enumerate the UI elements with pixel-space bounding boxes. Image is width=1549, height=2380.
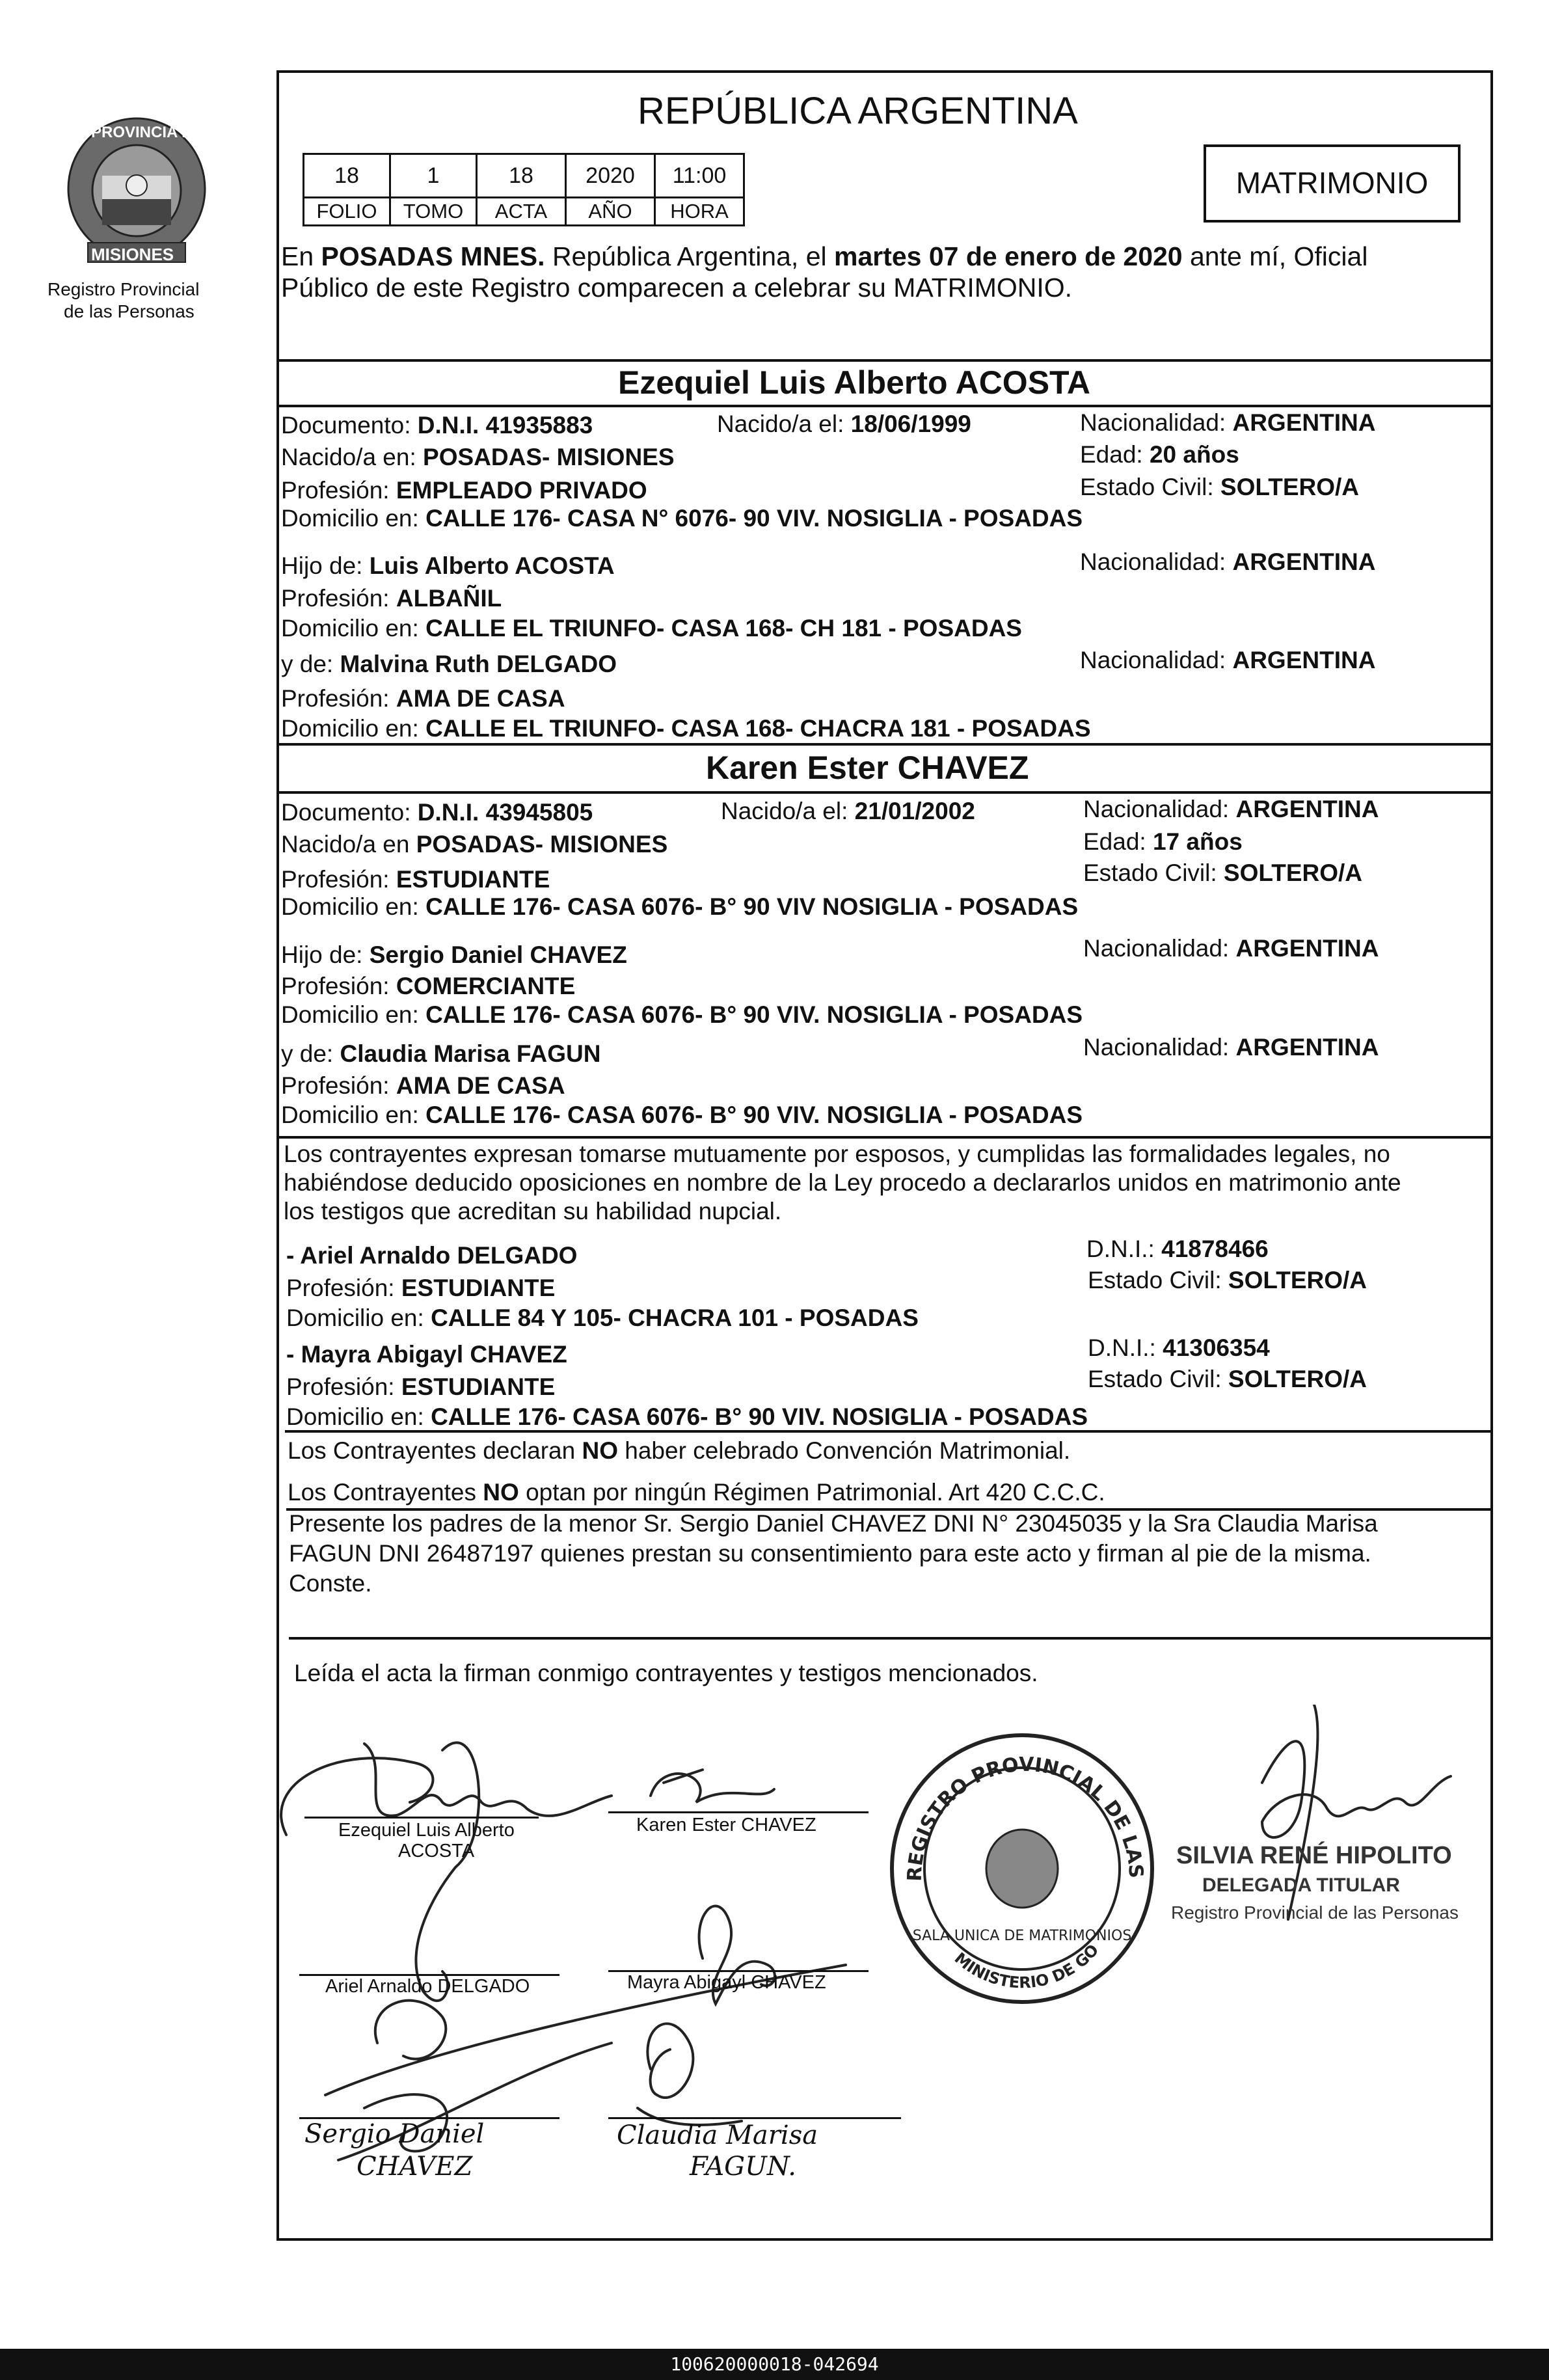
groom-father-prof-label: Profesión: — [281, 585, 396, 612]
bride-prof-label: Profesión: — [281, 866, 396, 893]
groom-born — [717, 410, 971, 439]
hour-label: HORA — [654, 196, 745, 226]
witness2-civil — [1088, 1365, 1367, 1394]
divider-declaration-top — [278, 1136, 1492, 1139]
seal-bottom-text: MINISTERIO DE GO — [950, 1941, 1103, 1992]
bride-mother-addr-label: Domicilio en: — [281, 1102, 426, 1128]
bride-addr-value: CALLE 176- CASA 6076- B° 90 VIV NOSIGLIA - POSADAS — [425, 893, 1079, 920]
witness2-dni-value: 41306354 — [1163, 1334, 1270, 1361]
seal-outer-text: REGISTRO PROVINCIAL DE LAS — [903, 1753, 1148, 1882]
intro-line-1 — [281, 241, 1367, 272]
registry-label-1: Registro Provincial — [47, 279, 200, 299]
groom-mother-addr — [281, 714, 1091, 743]
groom-civil-label: Estado Civil: — [1080, 474, 1220, 500]
bride-mother — [281, 1040, 600, 1068]
groom-mother-prof-value: AMA DE CASA — [396, 685, 565, 712]
witness2-prof-value: ESTUDIANTE — [401, 1373, 556, 1400]
groom-age-value: 20 años — [1149, 441, 1239, 468]
seal-inner-text: SALA UNICA DE MATRIMONIOS — [912, 1928, 1132, 1944]
intro-text-a: En — [281, 241, 321, 271]
divider-groom-top — [276, 359, 1492, 362]
bride-father-prof-label: Profesión: — [281, 973, 396, 999]
convention-a-text2: haber celebrado Convención Matrimonial. — [618, 1437, 1071, 1464]
bride-father — [281, 941, 627, 969]
groom-mother-nat-label: Nacionalidad: — [1080, 647, 1233, 673]
official-title: DELEGADA TITULAR — [1202, 1874, 1400, 1896]
sig1-line — [304, 1817, 539, 1819]
groom-civil — [1080, 473, 1359, 502]
bride-doc-label: Documento: — [281, 799, 418, 826]
witness1-dni-label: D.N.I.: — [1086, 1236, 1162, 1262]
groom-father-nat-label: Nacionalidad: — [1080, 548, 1233, 575]
witness1-prof — [286, 1274, 555, 1303]
witness1-civil-value: SOLTERO/A — [1228, 1267, 1367, 1293]
bride-father-label: Hijo de: — [281, 941, 370, 968]
consent-line-3: Conste. — [289, 1570, 372, 1597]
groom-father-value: Luis Alberto ACOSTA — [369, 552, 615, 579]
bride-mother-nat-value: ARGENTINA — [1235, 1034, 1379, 1061]
groom-doc-value: D.N.I. 41935883 — [417, 412, 593, 439]
bride-addr — [281, 893, 1078, 921]
witness1-name: - Ariel Arnaldo DELGADO — [286, 1242, 578, 1269]
doc-type: MATRIMONIO — [1235, 166, 1429, 200]
groom-nat-value: ARGENTINA — [1232, 409, 1376, 436]
groom-born-label: Nacido/a el: — [717, 411, 851, 437]
groom-father-addr — [281, 614, 1022, 643]
bride-civil-label: Estado Civil: — [1083, 859, 1224, 886]
groom-mother-addr-label: Domicilio en: — [281, 715, 426, 742]
intro-line-2: Público de este Registro comparecen a celebrar su MATRIMONIO. — [281, 273, 1073, 303]
groom-prof-value: EMPLEADO PRIVADO — [396, 477, 647, 504]
bride-father-value: Sergio Daniel CHAVEZ — [369, 941, 627, 968]
groom-father-addr-label: Domicilio en: — [281, 615, 426, 642]
divider-convention-top — [285, 1430, 1492, 1433]
convention-line-2 — [288, 1478, 1105, 1507]
frame-bottom — [276, 2238, 1493, 2241]
groom-place-label: Nacido/a en: — [281, 444, 424, 470]
bride-father-addr-label: Domicilio en: — [281, 1001, 426, 1028]
year-value: 2020 — [565, 153, 656, 198]
hand-claudia-1: Claudia Marisa — [617, 2120, 818, 2150]
witness1-civil-label: Estado Civil: — [1088, 1267, 1228, 1293]
declaration-line-3: los testigos que acreditan su habilidad nupcial. — [284, 1198, 782, 1224]
groom-place-value: POSADAS- MISIONES — [423, 444, 675, 470]
bride-father-prof — [281, 972, 575, 1001]
bride-nat-value: ARGENTINA — [1235, 796, 1379, 822]
bride-name: Karen Ester CHAVEZ — [706, 750, 1029, 786]
logo-ring-bottom: MISIONES — [91, 245, 174, 264]
witness2-dni-label: D.N.I.: — [1088, 1334, 1163, 1361]
groom-mother-prof — [281, 684, 565, 713]
bride-father-prof-value: COMERCIANTE — [396, 973, 576, 999]
bride-age-label: Edad: — [1083, 828, 1153, 855]
country-title: REPÚBLICA ARGENTINA — [638, 90, 1078, 132]
sig2-name: Karen Ester CHAVEZ — [636, 1815, 816, 1835]
bride-mother-value: Claudia Marisa FAGUN — [340, 1040, 601, 1067]
bride-born-value: 21/01/2002 — [854, 798, 975, 824]
footer-bar — [0, 2349, 1549, 2380]
bride-prof — [281, 865, 550, 894]
convention-a-text1: Los Contrayentes declaran — [288, 1437, 582, 1464]
groom-doc-label: Documento: — [281, 412, 418, 439]
witness2-addr-label: Domicilio en: — [286, 1403, 431, 1430]
groom-addr — [281, 504, 1083, 533]
witness1-addr — [286, 1304, 919, 1332]
official-registry: Registro Provincial de las Personas — [1171, 1902, 1459, 1923]
groom-addr-label: Domicilio en: — [281, 505, 426, 532]
groom-mother-value: Malvina Ruth DELGADO — [340, 651, 617, 677]
groom-mother-nat-value: ARGENTINA — [1232, 647, 1376, 673]
tomo-label: TOMO — [389, 196, 478, 226]
bride-father-nat-value: ARGENTINA — [1235, 935, 1379, 962]
signature-bride-icon — [651, 1770, 774, 1802]
groom-nat — [1080, 409, 1375, 437]
sig3-name: Ariel Arnaldo DELGADO — [325, 1976, 530, 1997]
groom-father-prof — [281, 584, 502, 613]
witness2-prof — [286, 1373, 555, 1401]
signature-groom-loop-icon — [416, 1742, 479, 2001]
witness1-addr-label: Domicilio en: — [286, 1305, 431, 1331]
hand-claudia-2: FAGUN. — [690, 2152, 796, 2182]
seal-icon — [882, 1725, 1162, 2012]
acta-label: ACTA — [476, 196, 567, 226]
bride-place-value: POSADAS- MISIONES — [416, 831, 668, 858]
groom-mother-prof-label: Profesión: — [281, 685, 396, 712]
witness1-prof-value: ESTUDIANTE — [401, 1275, 556, 1301]
bride-addr-label: Domicilio en: — [281, 893, 426, 920]
intro-date: martes 07 de enero de 2020 — [834, 241, 1183, 271]
registry-round-seal — [882, 1725, 1162, 2012]
official-name: SILVIA RENÉ HIPOLITO — [1176, 1842, 1452, 1869]
hand-sergio-1: Sergio Daniel — [304, 2119, 485, 2149]
bride-nat-label: Nacionalidad: — [1083, 796, 1236, 822]
bride-doc — [281, 798, 593, 827]
bride-mother-prof-label: Profesión: — [281, 1072, 396, 1099]
consent-line-1: Presente los padres de la menor Sr. Sergio Daniel CHAVEZ DNI N° 23045035 y la Sra Claudia Marisa — [289, 1510, 1378, 1537]
bride-age — [1083, 828, 1243, 856]
sig1-name-1: Ezequiel Luis Alberto — [338, 1820, 515, 1841]
groom-mother-nat — [1080, 646, 1375, 675]
folio-value: 18 — [303, 153, 391, 198]
bride-age-value: 17 años — [1152, 828, 1243, 855]
bride-doc-value: D.N.I. 43945805 — [417, 799, 593, 826]
groom-place — [281, 443, 675, 472]
groom-born-value: 18/06/1999 — [850, 411, 971, 437]
hour-value: 11:00 — [654, 153, 745, 198]
groom-civil-value: SOLTERO/A — [1220, 474, 1360, 500]
divider-bride-name — [276, 791, 1492, 794]
witness2-name: - Mayra Abigayl CHAVEZ — [286, 1341, 567, 1368]
groom-age-label: Edad: — [1080, 441, 1150, 468]
bride-father-nat-label: Nacionalidad: — [1083, 935, 1236, 962]
convention-b-text1: Los Contrayentes — [288, 1479, 483, 1506]
witness2-civil-value: SOLTERO/A — [1228, 1366, 1367, 1392]
groom-addr-value: CALLE 176- CASA N° 6076- 90 VIV. NOSIGLIA - POSADAS — [425, 505, 1083, 532]
doc-type-box — [1204, 144, 1461, 223]
consent-line-2: FAGUN DNI 26487197 quienes prestan su consentimiento para este acto y firman al pie de la misma. — [289, 1540, 1371, 1567]
intro-text-c: ante mí, Oficial — [1182, 241, 1368, 271]
witness1-dni — [1086, 1235, 1269, 1264]
folio-label: FOLIO — [303, 196, 391, 226]
bride-mother-nat — [1083, 1033, 1379, 1062]
signature-claudia-icon — [638, 2023, 742, 2125]
year-label: AÑO — [565, 196, 656, 226]
groom-name: Ezequiel Luis Alberto ACOSTA — [618, 364, 1090, 401]
bride-civil — [1083, 859, 1362, 887]
bride-civil-value: SOLTERO/A — [1223, 859, 1363, 886]
divider-signatures-top — [289, 1637, 1492, 1640]
groom-father-prof-value: ALBAÑIL — [396, 585, 502, 612]
witness1-addr-value: CALLE 84 Y 105- CHACRA 101 - POSADAS — [431, 1305, 919, 1331]
sig6-line — [608, 2117, 901, 2119]
sig1-name-2: ACOSTA — [398, 1841, 475, 1861]
groom-mother — [281, 650, 617, 679]
frame-top — [276, 70, 1492, 73]
convention-b-text2: optan por ningún Régimen Patrimonial. Art 420 C.C.C. — [519, 1479, 1105, 1506]
declaration-line-1: Los contrayentes expresan tomarse mutuamente por esposos, y cumplidas las formalidades legales, no — [284, 1141, 1390, 1167]
witness2-dni — [1088, 1334, 1270, 1362]
groom-prof-label: Profesión: — [281, 477, 396, 504]
bride-born-label: Nacido/a el: — [721, 798, 855, 824]
bride-father-addr — [281, 1001, 1083, 1029]
sig4-name: Mayra Abigayl CHAVEZ — [627, 1972, 826, 1993]
bride-mother-addr — [281, 1101, 1083, 1129]
convention-a-no: NO — [582, 1437, 618, 1464]
witness1-civil — [1088, 1266, 1367, 1295]
bride-place — [281, 830, 667, 859]
bride-born — [721, 797, 975, 826]
groom-father-addr-value: CALLE EL TRIUNFO- CASA 168- CH 181 - POSADAS — [425, 615, 1022, 642]
groom-father-nat-value: ARGENTINA — [1232, 548, 1376, 575]
groom-doc — [281, 411, 593, 440]
divider-groom-name — [276, 405, 1492, 407]
bride-father-addr-value: CALLE 176- CASA 6076- B° 90 VIV. NOSIGLIA - POSADAS — [425, 1001, 1083, 1028]
intro-city: POSADAS MNES. — [321, 241, 545, 271]
frame-right — [1490, 70, 1493, 2240]
groom-father-nat — [1080, 548, 1375, 576]
intro-text-b: República Argentina, el — [545, 241, 835, 271]
bride-prof-value: ESTUDIANTE — [396, 866, 550, 893]
groom-father — [281, 552, 615, 580]
bride-mother-addr-value: CALLE 176- CASA 6076- B° 90 VIV. NOSIGLIA - POSADAS — [425, 1102, 1083, 1128]
acta-value: 18 — [476, 153, 567, 198]
declaration-line-2: habiéndose deducido oposiciones en nombre de la Ley procedo a declararlos unidos en matrimonio ante — [284, 1169, 1401, 1196]
logo-ring-top: PROVINCIA DE — [91, 124, 204, 141]
convention-b-no: NO — [483, 1479, 519, 1506]
groom-prof — [281, 476, 647, 505]
groom-father-label: Hijo de: — [281, 552, 370, 579]
bride-mother-nat-label: Nacionalidad: — [1083, 1034, 1236, 1061]
witness1-dni-value: 41878466 — [1161, 1236, 1269, 1262]
divider-bride-top — [276, 743, 1492, 746]
footer-code: 100620000018-042694 — [670, 2353, 879, 2375]
bride-father-nat — [1083, 934, 1379, 963]
witness2-civil-label: Estado Civil: — [1088, 1366, 1228, 1392]
bride-nat — [1083, 795, 1379, 824]
bride-mother-prof — [281, 1072, 565, 1100]
witness2-addr — [286, 1403, 1088, 1431]
groom-mother-label: y de: — [281, 651, 340, 677]
bride-mother-prof-value: AMA DE CASA — [396, 1072, 565, 1099]
bride-mother-label: y de: — [281, 1040, 340, 1067]
witness2-addr-value: CALLE 176- CASA 6076- B° 90 VIV. NOSIGLIA - POSADAS — [431, 1403, 1088, 1430]
witness2-prof-label: Profesión: — [286, 1373, 401, 1400]
groom-mother-addr-value: CALLE EL TRIUNFO- CASA 168- CHACRA 181 - POSADAS — [425, 715, 1091, 742]
tomo-value: 1 — [389, 153, 478, 198]
groom-nat-label: Nacionalidad: — [1080, 409, 1233, 436]
bride-place-label: Nacido/a en — [281, 831, 416, 858]
signatures-intro: Leída el acta la firman conmigo contrayentes y testigos mencionados. — [294, 1660, 1038, 1686]
record-fields — [303, 153, 758, 228]
registry-label-2: de las Personas — [64, 301, 195, 321]
hand-sergio-2: CHAVEZ — [357, 2152, 473, 2182]
sig2-line — [608, 1811, 869, 1813]
convention-line-1 — [288, 1437, 1070, 1465]
groom-age — [1080, 440, 1239, 469]
witness1-prof-label: Profesión: — [286, 1275, 401, 1301]
